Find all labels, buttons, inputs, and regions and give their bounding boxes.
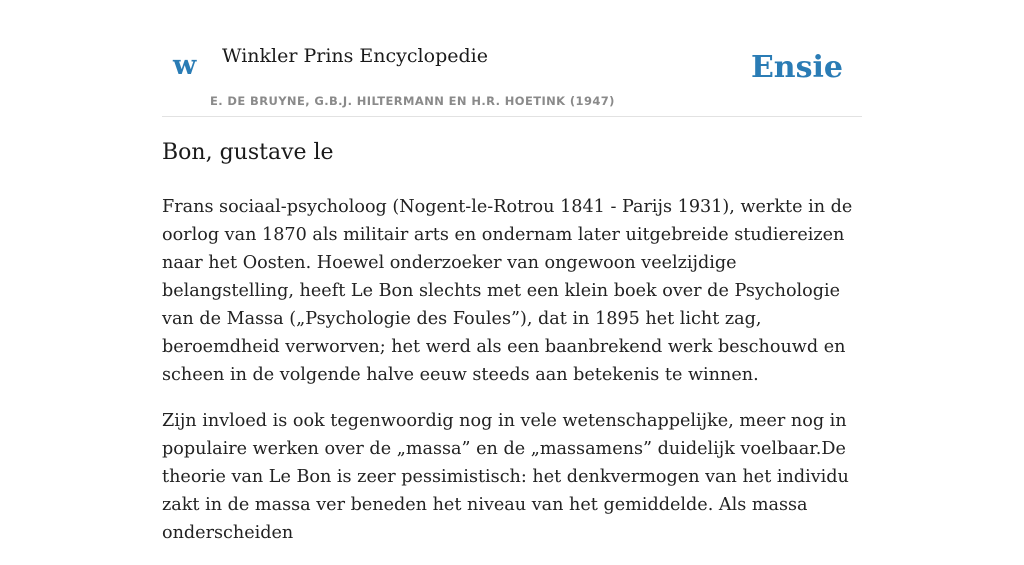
source-header [162, 0, 862, 117]
entry-body [162, 193, 862, 565]
entry-paragraph: Zijn invloed is ook tegenwoordig nog in vele wetenschappelijke, meer nog in populaire werken over de „massa” en de „massamens” duidelijk voelbaar.De theorie van Le Bon is zeer pessimistisch: het denkvermogen van het individu zakt in de massa ver beneden het niveau van het gemiddelde. Als massa onderscheiden [162, 411, 849, 543]
entry-paragraph: Frans sociaal-psycholoog (Nogent-le-Rotrou 1841 - Parijs 1931), werkte in de oorlog van 1870 als militair arts en ondernam later uitgebreide studiereizen naar het Oosten. Hoewel onderzoeker van ongewoon veelzijdige belangstelling, heeft Le Bon slechts met een klein boek over de Psychologie van de Massa („Psychologie des Foules”), dat in 1895 het licht zag, beroemdheid verworven; het werd als een baanbrekend werk beschouwd en scheen in de volgende halve eeuw steeds aan betekenis te winnen. [162, 197, 853, 385]
winkler-prins-logo-icon[interactable]: w [173, 50, 197, 81]
entry-title: Bon, gustave le [162, 140, 334, 165]
page [162, 0, 862, 543]
ensie-logo-link[interactable]: Ensie [750, 50, 843, 85]
source-authors: E. DE BRUYNE, G.B.J. HILTERMANN EN H.R. HOETINK (1947) [210, 94, 615, 108]
source-title-link[interactable]: Winkler Prins Encyclopedie [222, 45, 488, 67]
